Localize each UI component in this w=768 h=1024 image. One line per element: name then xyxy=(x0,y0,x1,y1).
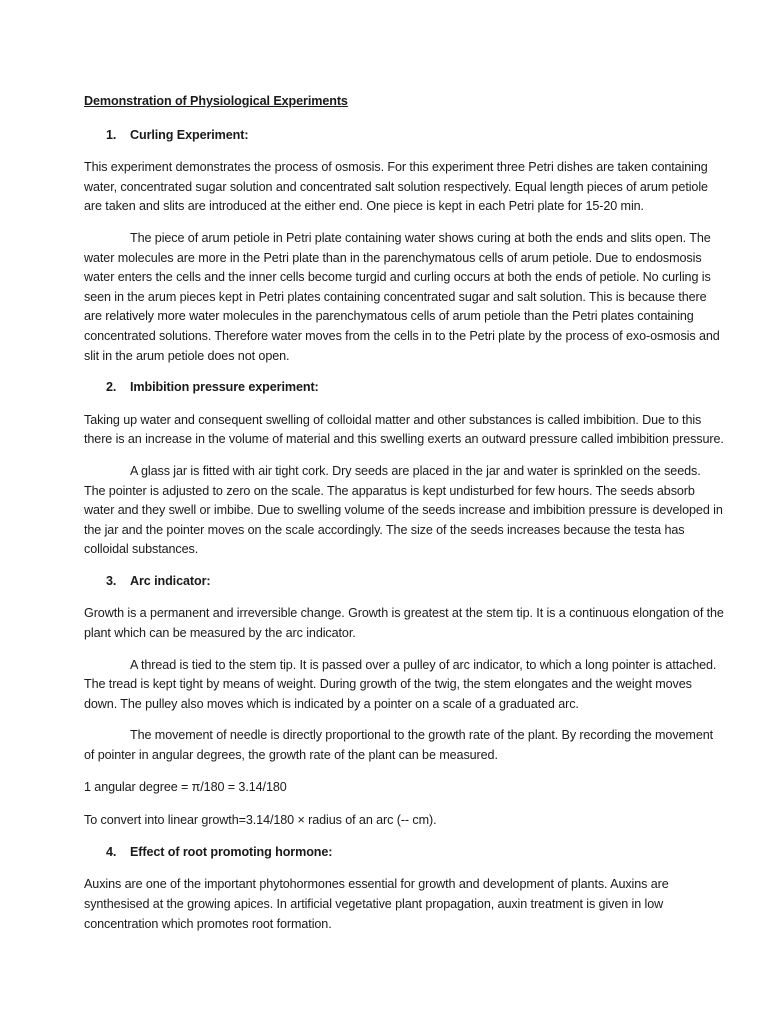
section-number: 3. xyxy=(106,573,117,588)
document-title: Demonstration of Physiological Experiments xyxy=(84,94,348,108)
paragraph: The piece of arum petiole in Petri plate containing water shows curing at both the ends and slits open. The water molecules are more in the Petri plate than in the parenchymatous cells of arum petiole. Due to endosmosis water enters the cells and the inner cells become turgid and curling occurs at both the ends of petiole. No curling is seen in the arum pieces kept in Petri plates containing concentrated sugar and salt solution. This is because there are relatively more water molecules in the parenchymatous cells of arum petiole than the Petri plates containing concentrated solutions. Therefore water moves from the cells in to the Petri plate by the process of exo-osmosis and slit in the arum petiole does not open. xyxy=(84,230,720,363)
paragraph: To convert into linear growth=3.14/180 × radius of an arc (-- cm). xyxy=(84,813,437,828)
paragraph: Growth is a permanent and irreversible change. Growth is greatest at the stem tip. It is a continuous elongation of the plant which can be measured by the arc indicator. xyxy=(84,606,724,641)
section-number: 4. xyxy=(106,844,117,859)
paragraph: A thread is tied to the stem tip. It is passed over a pulley of arc indicator, to which a long pointer is attached. The tread is kept tight by means of weight. During growth of the twig, the stem elongates and the weight moves down. The pulley also moves which is indicated by a pointer on a scale of a graduated arc. xyxy=(84,657,717,711)
section-heading-arc-indicator xyxy=(84,572,724,592)
section-number: 1. xyxy=(106,127,117,142)
section-title: Curling Experiment: xyxy=(130,127,249,142)
document-page xyxy=(84,92,724,946)
paragraph: Taking up water and consequent swelling of colloidal matter and other substances is called imbibition. Due to this there is an increase in the volume of material and this swelling exerts an outward pressure called imbibition pressure. xyxy=(84,412,724,447)
section-heading-curling xyxy=(84,126,724,146)
paragraph: The movement of needle is directly proportional to the growth rate of the plant. By recording the movement of pointer in angular degrees, the growth rate of the plant can be measured. xyxy=(84,728,714,763)
section-title: Arc indicator: xyxy=(130,573,211,588)
paragraph: Auxins are one of the important phytohormones essential for growth and development of plants. Auxins are synthesised at the growing apices. In artificial vegetative plant propagation, auxin treatment is given in low concentration which promotes root formation. xyxy=(84,877,669,931)
paragraph: A glass jar is fitted with air tight cork. Dry seeds are placed in the jar and water is sprinkled on the seeds. The pointer is adjusted to zero on the scale. The apparatus is kept undisturbed for few hours. The seeds absorb water and they swell or imbibe. Due to swelling volume of the seeds increase and imbibition pressure is developed in the jar and the pointer moves on the scale accordingly. The size of the seeds increases because the testa has colloidal substances. xyxy=(84,463,723,557)
section-title: Imbibition pressure experiment: xyxy=(130,380,319,395)
equation-line: 1 angular degree = π/180 = 3.14/180 xyxy=(84,779,287,794)
paragraph: This experiment demonstrates the process of osmosis. For this experiment three Petri dishes are taken containing water, concentrated sugar solution and concentrated salt solution respectively. Equal length pieces of arum petiole are taken and slits are introduced at the either end. One piece is kept in each Petri plate for 15-20 min. xyxy=(84,160,708,214)
section-heading-root-hormone xyxy=(84,843,724,863)
section-heading-imbibition xyxy=(84,378,724,398)
section-title: Effect of root promoting hormone: xyxy=(130,844,333,859)
section-number: 2. xyxy=(106,380,117,395)
